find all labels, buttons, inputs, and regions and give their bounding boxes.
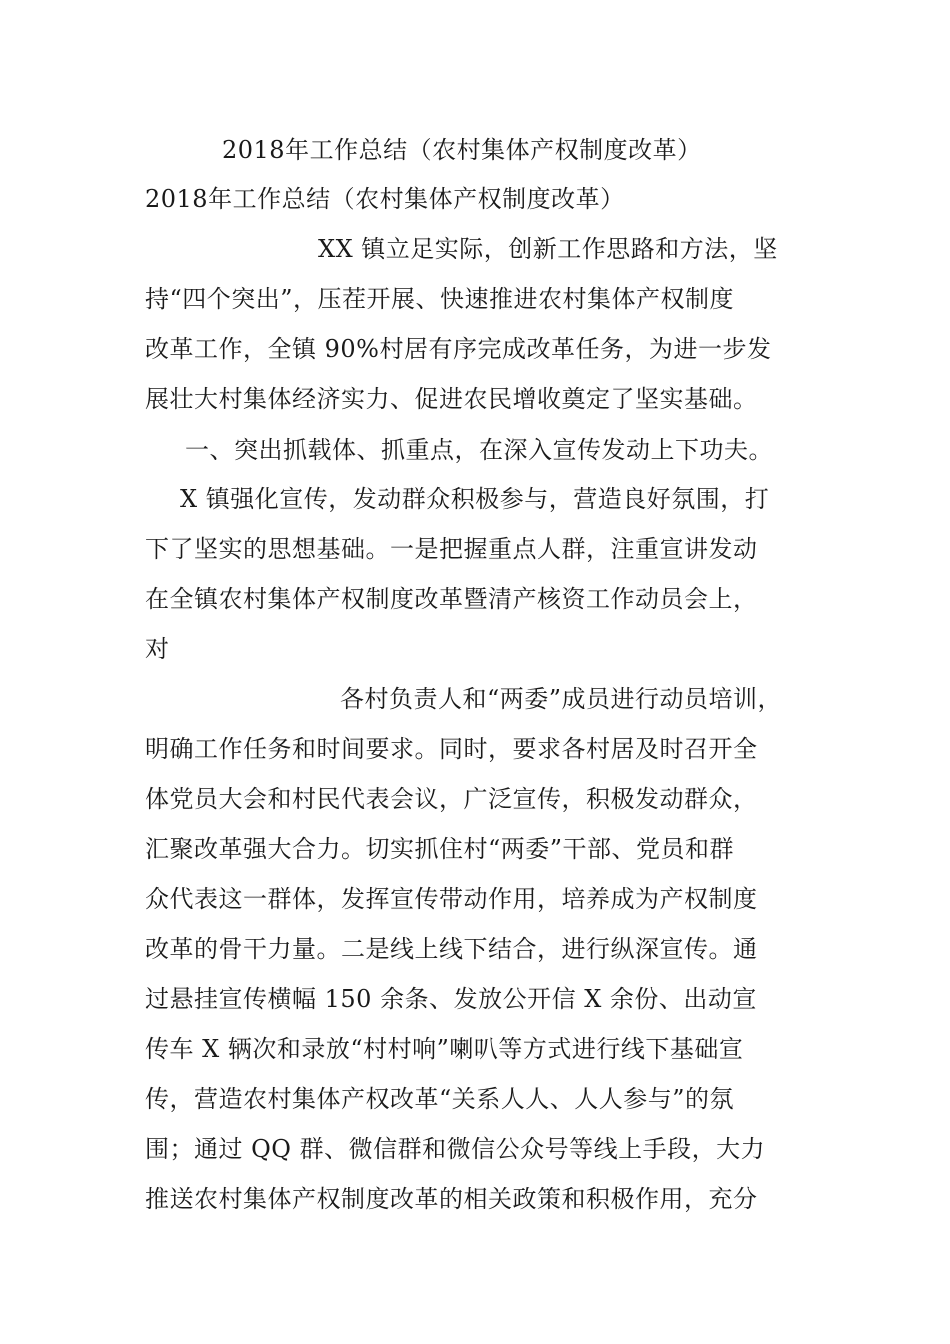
paragraph-line: 汇聚改革强大合力。切实抓住村“两委”干部、党员和群 [145, 835, 735, 863]
paragraph-line: 改革的骨干力量。二是线上线下结合，进行纵深宣传。通 [145, 935, 758, 963]
paragraph-line: 下了坚实的思想基础。一是把握重点人群，注重宣讲发动 [145, 535, 758, 563]
paragraph-line: 传车 X 辆次和录放“村村响”喇叭等方式进行线下基础宣 [145, 1035, 744, 1063]
paragraph-line: 展壮大村集体经济实力、促进农民增收奠定了坚实基础。 [145, 385, 758, 413]
paragraph-line: 各村负责人和“两委”成员进行动员培训， [340, 685, 783, 713]
section-heading: 一、突出抓载体、抓重点，在深入宣传发动上下功夫。 [185, 436, 773, 464]
paragraph-line: 改革工作，全镇 90%村居有序完成改革任务，为进一步发 [145, 335, 772, 363]
paragraph-line: XX 镇立足实际，创新工作思路和方法，坚 [318, 235, 778, 263]
paragraph-line: 围；通过 QQ 群、微信群和微信公众号等线上手段，大力 [145, 1135, 766, 1163]
paragraph-line: 众代表这一群体，发挥宣传带动作用，培养成为产权制度 [145, 885, 758, 913]
paragraph-line: 在全镇农村集体产权制度改革暨清产核资工作动员会上， [145, 585, 758, 613]
paragraph-line: 过悬挂宣传横幅 150 余条、发放公开信 X 余份、出动宣 [145, 985, 757, 1013]
paragraph-line: X 镇强化宣传，发动群众积极参与，营造良好氛围，打 [180, 485, 770, 513]
document-title: 2018年工作总结（农村集体产权制度改革） [222, 136, 702, 164]
document-subtitle: 2018年工作总结（农村集体产权制度改革） [145, 185, 625, 213]
paragraph-line: 体党员大会和村民代表会议，广泛宣传，积极发动群众， [145, 785, 758, 813]
paragraph-line: 持“四个突出”，压茬开展、快速推进农村集体产权制度 [145, 285, 735, 313]
paragraph-line: 推送农村集体产权制度改革的相关政策和积极作用，充分 [145, 1185, 758, 1213]
paragraph-line: 明确工作任务和时间要求。同时，要求各村居及时召开全 [145, 735, 758, 763]
paragraph-line: 传，营造农村集体产权改革“关系人人、人人参与”的氛 [145, 1085, 735, 1113]
paragraph-line: 对 [145, 635, 170, 663]
